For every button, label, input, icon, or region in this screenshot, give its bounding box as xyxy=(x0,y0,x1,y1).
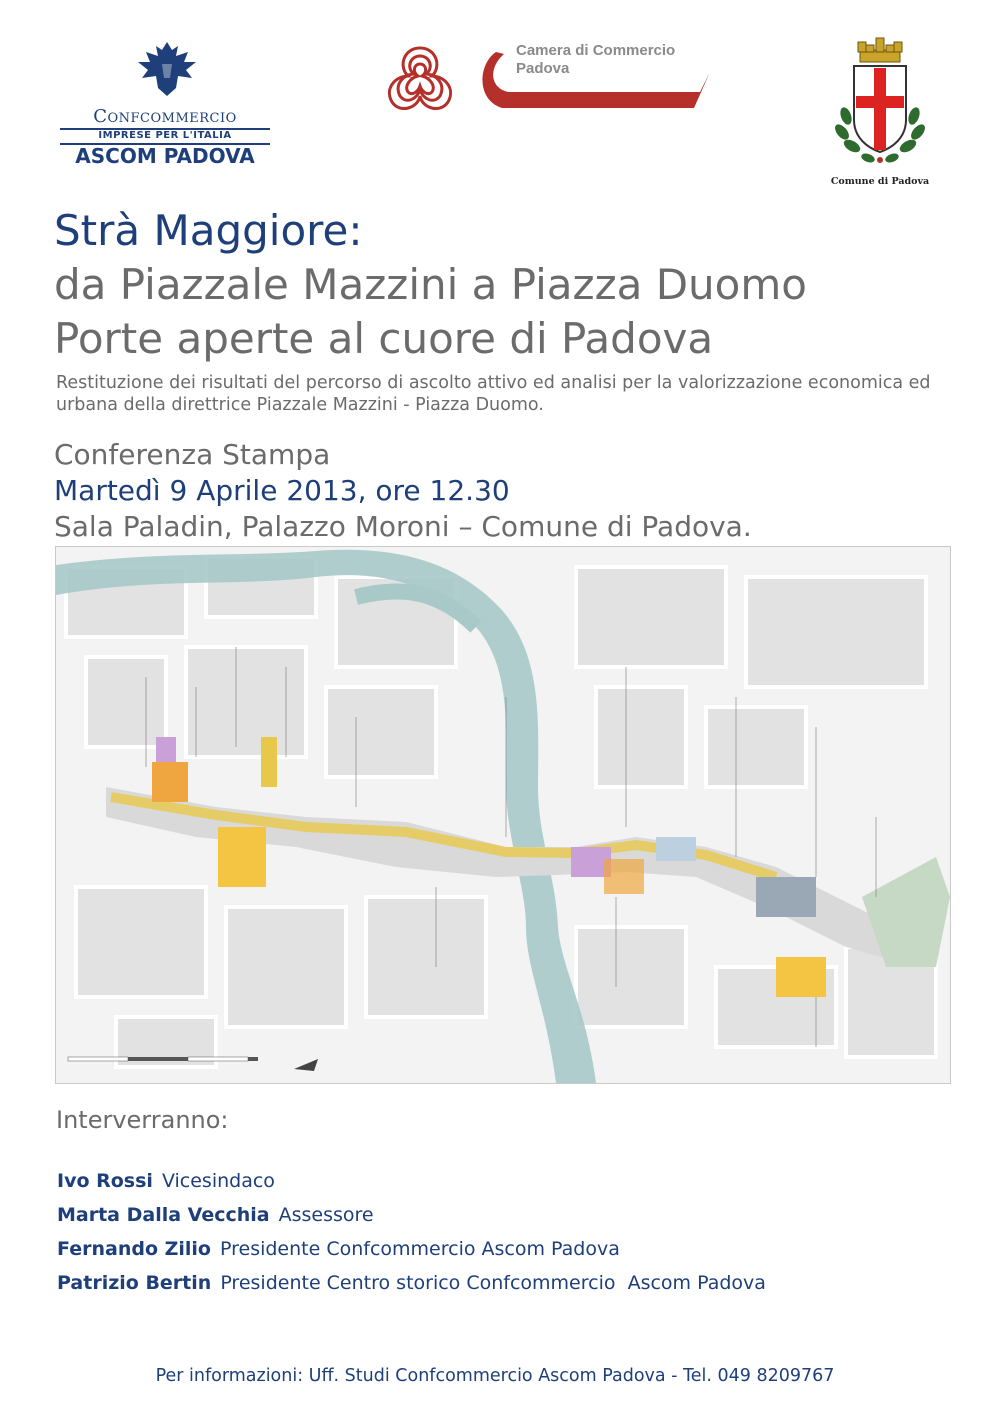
speaker-role: Presidente Centro storico Confcommercio Ascom Padova xyxy=(220,1272,766,1294)
page-subtitle-route: da Piazzale Mazzini a Piazza Duomo xyxy=(54,260,807,309)
camera-commercio-logo xyxy=(378,38,718,118)
speaker-row xyxy=(57,1238,620,1260)
contact-info: Per informazioni: Uff. Studi Confcommercio Ascom Padova - Tel. 049 8209767 xyxy=(155,1366,835,1386)
conference-place: Sala Paladin, Palazzo Moroni – Comune di Padova. xyxy=(54,510,752,543)
map-drawing xyxy=(56,547,950,1083)
speaker-row xyxy=(57,1272,766,1294)
speaker-role: Assessore xyxy=(278,1204,374,1226)
page-title: Strà Maggiore: xyxy=(54,206,363,255)
street-map xyxy=(55,546,951,1084)
speaker-name: Ivo Rossi xyxy=(57,1170,153,1192)
conference-date: Martedì 9 Aprile 2013, ore 12.30 xyxy=(54,474,510,507)
conference-label: Conferenza Stampa xyxy=(54,438,331,471)
speaker-row xyxy=(57,1170,275,1192)
coat-of-arms-icon xyxy=(828,36,932,174)
confcommercio-logo xyxy=(52,38,278,168)
comune-padova-logo xyxy=(828,36,932,188)
page-subtitle-tagline: Porte aperte al cuore di Padova xyxy=(54,314,714,363)
speaker-role: Vicesindaco xyxy=(161,1170,275,1192)
camera-name-line2: Padova xyxy=(516,60,570,77)
confcommercio-name: Confcommercio xyxy=(93,106,237,127)
eagle-emblem-icon xyxy=(132,38,202,100)
knot-emblem-icon xyxy=(378,42,462,114)
speakers-heading: Interverranno: xyxy=(56,1106,229,1134)
speaker-role: Presidente Confcommercio Ascom Padova xyxy=(219,1238,620,1260)
speaker-name: Patrizio Bertin xyxy=(57,1272,212,1294)
speaker-name: Fernando Zilio xyxy=(57,1238,211,1260)
speaker-name: Marta Dalla Vecchia xyxy=(57,1204,270,1226)
event-description: Restituzione dei risultati del percorso di ascolto attivo ed analisi per la valorizzazione economica ed urbana della direttrice Piazzale Mazzini - Piazza Duomo. xyxy=(56,373,931,415)
confcommercio-chapter: ASCOM PADOVA xyxy=(75,144,255,168)
confcommercio-tagline: IMPRESE PER L'ITALIA xyxy=(98,130,232,141)
camera-name-line1: Camera di Commercio xyxy=(516,42,676,59)
speaker-row xyxy=(57,1204,374,1226)
comune-label: Comune di Padova xyxy=(830,176,930,187)
